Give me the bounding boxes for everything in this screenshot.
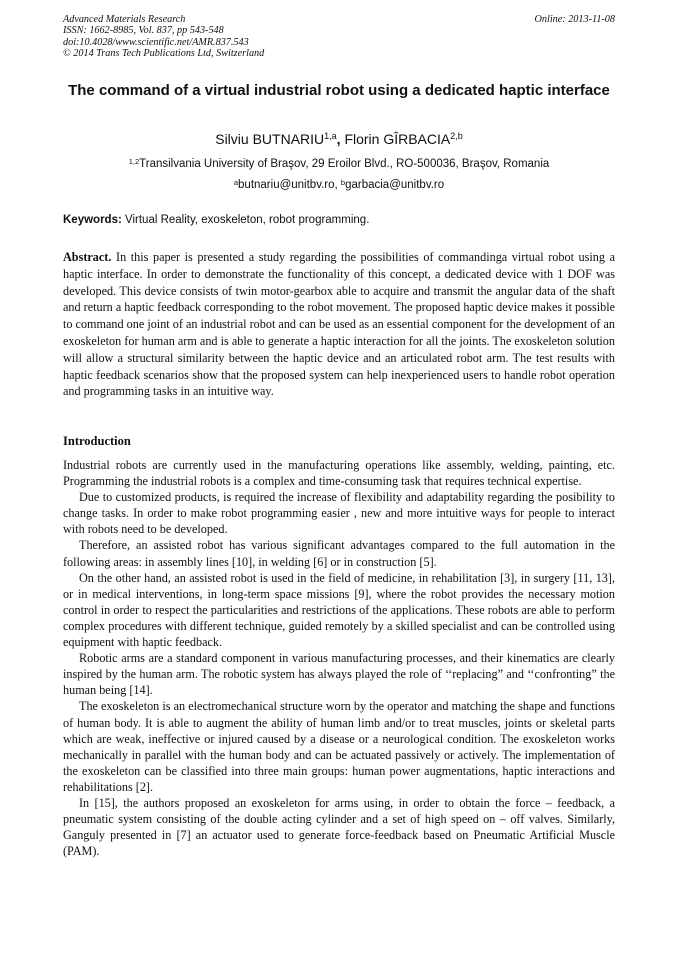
abstract (63, 249, 615, 400)
intro-paragraph: Industrial robots are currently used in the manufacturing operations like assembly, welding, painting, etc. Programming the industrial robots is a complex and time-consuming task that requires technical expertise. (63, 458, 615, 489)
paper-title: The command of a virtual industrial robot using a dedicated haptic interface (68, 82, 610, 99)
intro-paragraph: In [15], the authors proposed an exoskeleton for arms using, in order to obtain the force – feedback, a pneumatic system consisting of the double acting cylinder and a set of high speed on – off valves. Similarly, Ganguly presented in [7] an actuator used to generate force-feedback based on Pneumatic Artificial Muscle (PAM). (63, 795, 615, 859)
intro-paragraph: Due to customized products, is required the increase of flexibility and adaptability regarding the posibility to change tasks. In order to make robot programming easier , new and more intuitive ways for people to interact with robots need to be developed. (63, 490, 615, 537)
journal-name: Advanced Materials Research (63, 14, 186, 25)
author-2-sup: 2,b (450, 131, 463, 141)
author-separator: , (336, 131, 341, 147)
author-1-name: Silviu BUTNARIU (215, 131, 325, 147)
author-1-sup: 1,a (324, 131, 337, 141)
journal-doi: doi:10.4028/www.scientific.net/AMR.837.543 (63, 36, 249, 48)
intro-paragraph: The exoskeleton is an electromechanical structure worn by the operator and matching the shape and functions of human body. It is able to augment the ability of human limb and/or to treat muscles, joints or skeletal parts which are weak, ineffective or injured caused by a disease or a neurological condition. The exoskeleton works mechanically in parallel with the human body and can be actuated passively or actively. The implementation of the exoskeleton can be classified into three main groups: human power augmentations, haptic interactions and rehabilitations [2]. (63, 699, 615, 794)
section-heading-introduction: Introduction (63, 434, 131, 448)
keywords-label: Keywords: (63, 214, 122, 226)
keywords (63, 212, 615, 228)
affiliation-text: Transilvania University of Braşov, 29 Eroilor Blvd., RO-500036, Braşov, Romania (139, 158, 550, 170)
email-a: butnariu@unitbv.ro, (238, 179, 338, 191)
email-line (63, 177, 615, 193)
journal-copyright: © 2014 Trans Tech Publications Ltd, Switzerland (63, 48, 265, 60)
introduction-body (63, 457, 615, 859)
journal-issn: ISSN: 1662-8985, Vol. 837, pp 543-548 (63, 25, 224, 37)
journal-header (63, 14, 615, 60)
intro-paragraph: Therefore, an assisted robot has various significant advantages compared to the full automation in the following areas: in assembly lines [10], in welding [6] or in construction [5]. (63, 538, 615, 569)
abstract-text: In this paper is presented a study regarding the possibilities of commandinga virtual robot using a haptic interface. In order to demonstrate the functionality of this concept, a dedicated device with 1 DOF was developed. This device consists of twin motor-gearbox able to acquire and transmit the angular data of the shaft and return a haptic feedback corresponding to the robot movement. The proposed haptic device makes it possible to command one joint of an industrial robot and can be used as an essential component for the development of an exoskeleton for human arm and is able to generate a haptic interaction for all the joints. The exoskeleton solution will allow a structural similarity between the haptic device and an articulated robot arm. The test results with haptic feedback scenarios show that the proposed system can help inexperienced users to handle robot operation and programming tasks in an intuitive way. (63, 250, 615, 399)
email-b-sup: b (340, 178, 346, 187)
abstract-label: Abstract. (63, 250, 112, 264)
affiliation-sup: 1,2 (128, 157, 140, 166)
email-a-sup: a (233, 178, 239, 187)
intro-paragraph: Robotic arms are a standard component in various manufacturing processes, and their kinematics are clearly inspired by the human arm. The robotic system has always played the role of ‘‘replacing” and ‘‘confronting” the human being [14]. (63, 651, 615, 698)
keywords-text: Virtual Reality, exoskeleton, robot programming. (125, 214, 370, 226)
intro-paragraph: On the other hand, an assisted robot is used in the field of medicine, in rehabilitation [3], in surgery [11, 13], or in medical interventions, in long-term space missions [9], where the robot provides the necessary motion control in order to respect the particularities and restrictions of the applications. These robots are able to perform complex procedures with different technique, guided remotely by a skilled specialist and can be controlled using equipment with haptic feedback. (63, 570, 615, 650)
email-b: garbacia@unitbv.ro (345, 179, 445, 191)
affiliation (63, 156, 615, 172)
online-date: Online: 2013-11-08 (534, 14, 615, 25)
author-2-name: Florin GÎRBACIA (344, 131, 451, 147)
author-line (63, 131, 615, 148)
